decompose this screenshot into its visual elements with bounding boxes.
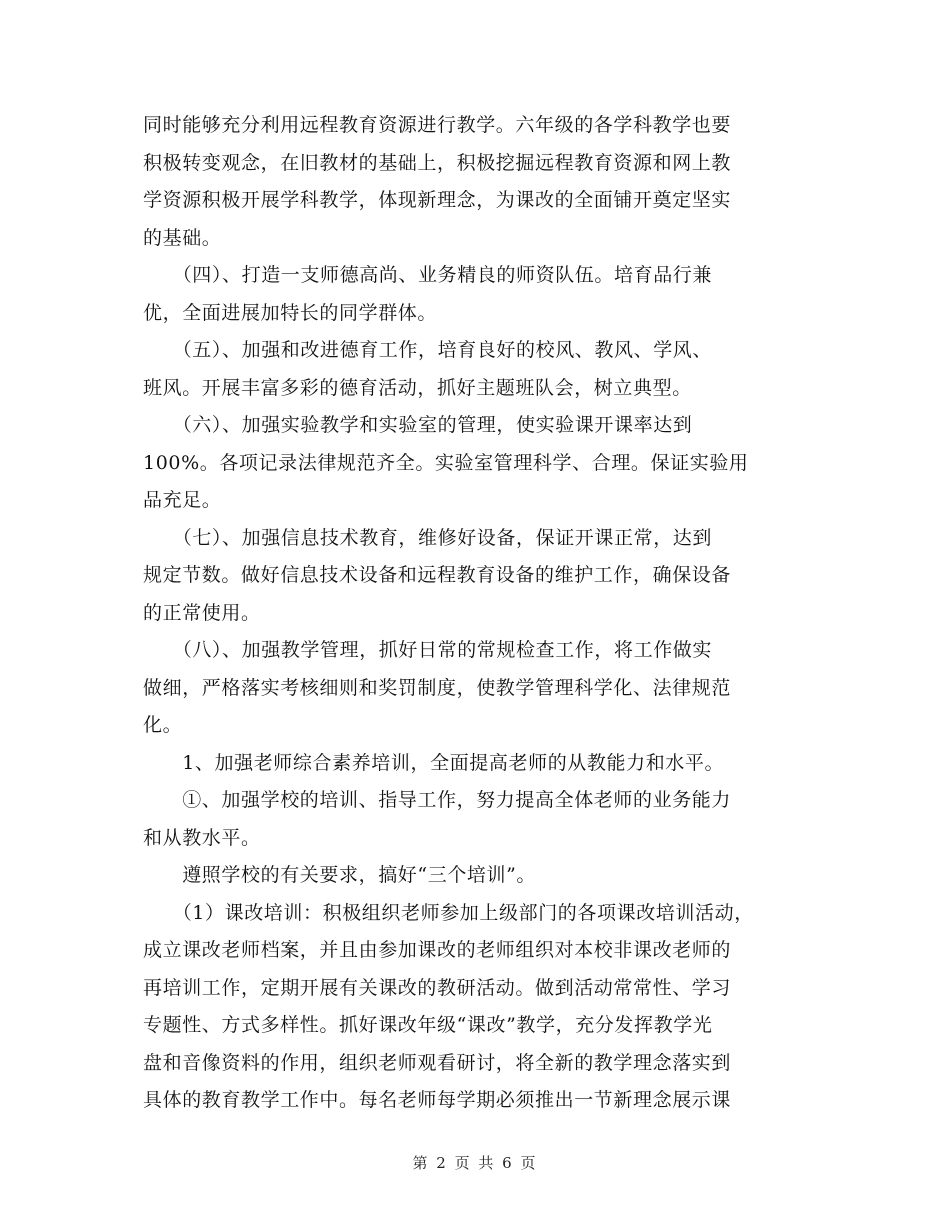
text-line: 具体的教育教学工作中。每名老师每学期必须推出一节新理念展示课	[143, 1089, 732, 1111]
text-line: 100%。各项记录法律规范齐全。实验室管理科学、合理。保证实验用	[143, 451, 749, 474]
text-line: 化。	[143, 714, 183, 736]
text-line: 盘和音像资料的作用，组织老师观看研讨，将全新的教学理念落实到	[143, 1051, 732, 1074]
text-line: （四）、打造一支师德高尚、业务精良的师资队伍。培育品行兼	[143, 264, 713, 286]
body-text	[143, 107, 803, 1120]
text-line: 学资源积极开展学科教学，体现新理念，为课改的全面铺开奠定坚实	[143, 189, 732, 211]
text-line: 品充足。	[143, 489, 222, 511]
text-line: 的基础。	[143, 226, 222, 249]
text-line: ①、加强学校的培训、指导工作，努力提高全体老师的业务能力	[143, 789, 732, 811]
text-line: （1）课改培训：积极组织老师参加上级部门的各项课改培训活动，	[143, 901, 754, 924]
text-line: （六）、加强实验教学和实验室的管理，使实验课开课率达到	[143, 414, 693, 436]
text-line: 规定节数。做好信息技术设备和远程教育设备的维护工作，确保设备	[143, 564, 732, 586]
text-line: 优，全面进展加特长的同学群体。	[143, 301, 438, 324]
text-line: （七）、加强信息技术教育，维修好设备，保证开课正常，达到	[143, 526, 713, 549]
text-line: 和从教水平。	[143, 826, 261, 849]
text-line: 遵照学校的有关要求，搞好“三个培训”。	[143, 864, 537, 886]
text-line: 再培训工作，定期开展有关课改的教研活动。做到活动常常性、学习	[143, 976, 732, 999]
text-line: （八）、加强教学管理，抓好日常的常规检查工作，将工作做实	[143, 639, 713, 661]
text-line: 1、加强老师综合素养培训，全面提高老师的从教能力和水平。	[143, 751, 725, 774]
text-line: 做细，严格落实考核细则和奖罚制度，使教学管理科学化、法律规范	[143, 676, 732, 699]
text-line: 的正常使用。	[143, 601, 261, 624]
page-number-footer: 第 2 页 共 6 页	[412, 1154, 538, 1172]
text-line: 同时能够充分利用远程教育资源进行教学。六年级的各学科教学也要	[143, 114, 732, 136]
text-line: （五）、加强和改进德育工作，培育良好的校风、教风、学风、	[143, 339, 713, 361]
text-line: 专题性、方式多样性。抓好课改年级“课改”教学，充分发挥教学光	[143, 1014, 713, 1036]
text-line: 班风。开展丰富多彩的德育活动，抓好主题班队会，树立典型。	[143, 376, 692, 399]
text-line: 成立课改老师档案，并且由参加课改的老师组织对本校非课改老师的	[143, 939, 732, 961]
text-line: 积极转变观念，在旧教材的基础上，积极挖掘远程教育资源和网上教	[143, 151, 732, 174]
